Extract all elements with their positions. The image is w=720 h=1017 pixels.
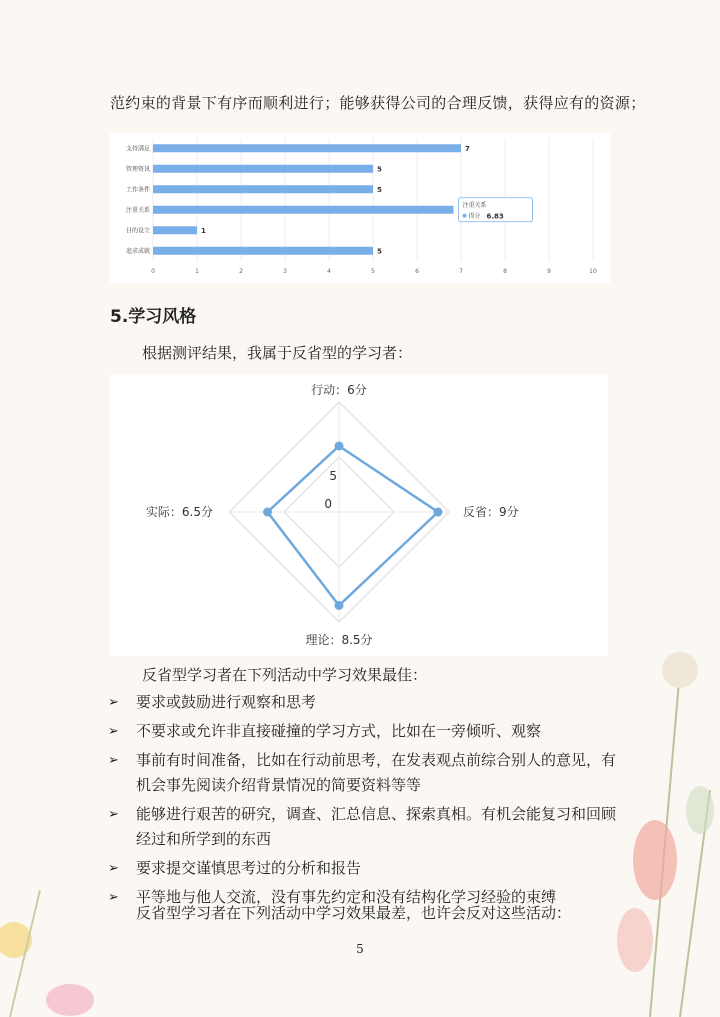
category-label: 支持满足 (125, 145, 150, 153)
list-item: ➢ 平等地与他人交流，没有事先约定和没有结构化学习经验的束缚 (108, 885, 618, 910)
x-tick-label: 3 (283, 268, 287, 275)
data-label: 7 (465, 144, 470, 153)
x-tick-label: 5 (371, 268, 375, 275)
tooltip-marker (463, 214, 467, 218)
tooltip-value: 6.83 (486, 212, 504, 221)
tooltip (459, 198, 533, 222)
x-tick-label: 0 (151, 268, 155, 275)
bar (153, 144, 461, 152)
bar-chart (110, 133, 610, 283)
radar-axis-label: 反省：9分 (463, 505, 519, 519)
x-tick-label: 4 (327, 268, 331, 275)
tooltip-title: 注重关系 (462, 201, 487, 209)
bar (153, 165, 373, 173)
x-tick-label: 6 (415, 268, 419, 275)
intro-text: 根据测评结果，我属于反省型的学习者： (142, 344, 413, 362)
x-tick-label: 1 (195, 268, 199, 275)
list-item: ➢ 事前有时间准备，比如在行动前思考，在发表观点前综合别人的意见，有机会事先阅读介绍背景情况的简要资料等等 (108, 748, 618, 798)
category-label: 目的设立 (125, 227, 150, 235)
arrow-bullet-icon: ➢ (108, 695, 119, 710)
arrow-bullet-icon: ➢ (108, 861, 119, 876)
list-item: ➢ 能够进行艰苦的研究，调查、汇总信息、探索真相。有机会能复习和回顾经过和所学到的东西 (108, 802, 618, 852)
category-label: 追求成就 (125, 247, 150, 255)
radar-axis-label: 实际：6.5分 (145, 505, 213, 519)
category-label: 管理资讯 (125, 165, 150, 173)
bar (153, 226, 197, 234)
tooltip-label: 得分 (468, 212, 481, 220)
radar-axis-label: 理论：8.5分 (305, 633, 373, 647)
worst-activities-text: 反省型学习者在下列活动中学习效果最差，也许会反对这些活动： (136, 904, 572, 922)
arrow-bullet-icon: ➢ (108, 807, 119, 822)
list-item: ➢ 要求提交谨慎思考过的分析和报告 (108, 856, 618, 881)
x-tick-label: 9 (547, 268, 551, 275)
x-tick-label: 10 (589, 268, 597, 275)
data-label: 5 (377, 185, 382, 194)
radar-point (434, 508, 443, 517)
radar-axis-label: 行动：6分 (311, 383, 367, 397)
radar-ring-label: 0 (324, 497, 332, 511)
bar (153, 185, 373, 193)
bar (153, 247, 373, 255)
category-label: 注重关系 (125, 206, 150, 214)
section-title: 5.学习风格 (110, 307, 197, 327)
arrow-bullet-icon: ➢ (108, 890, 119, 905)
list-item: ➢ 要求或鼓励进行观察和思考 (108, 690, 618, 715)
best-activities-intro: 反省型学习者在下列活动中学习效果最佳： (142, 666, 428, 684)
arrow-bullet-icon: ➢ (108, 753, 119, 768)
radar-point (263, 508, 272, 517)
data-label: 5 (377, 165, 382, 174)
radar-chart (110, 374, 608, 656)
x-tick-label: 8 (503, 268, 507, 275)
paragraph-top: 范约束的背景下有序而顺利进行；能够获得公司的合理反馈，获得应有的资源； (110, 94, 646, 112)
radar-point (335, 442, 344, 451)
x-tick-label: 7 (459, 268, 463, 275)
radar-ring-label: 5 (329, 469, 337, 483)
data-label: 5 (377, 247, 382, 256)
category-label: 工作条件 (125, 186, 150, 194)
radar-point (335, 601, 344, 610)
data-label: 1 (201, 226, 206, 235)
page-number: 5 (356, 942, 364, 956)
list-item: ➢ 不要求或允许非直接碰撞的学习方式，比如在一旁倾听、观察 (108, 719, 618, 744)
x-tick-label: 2 (239, 268, 243, 275)
bullet-list (108, 690, 618, 914)
arrow-bullet-icon: ➢ (108, 724, 119, 739)
radar-series (268, 446, 439, 606)
bar (153, 206, 454, 214)
